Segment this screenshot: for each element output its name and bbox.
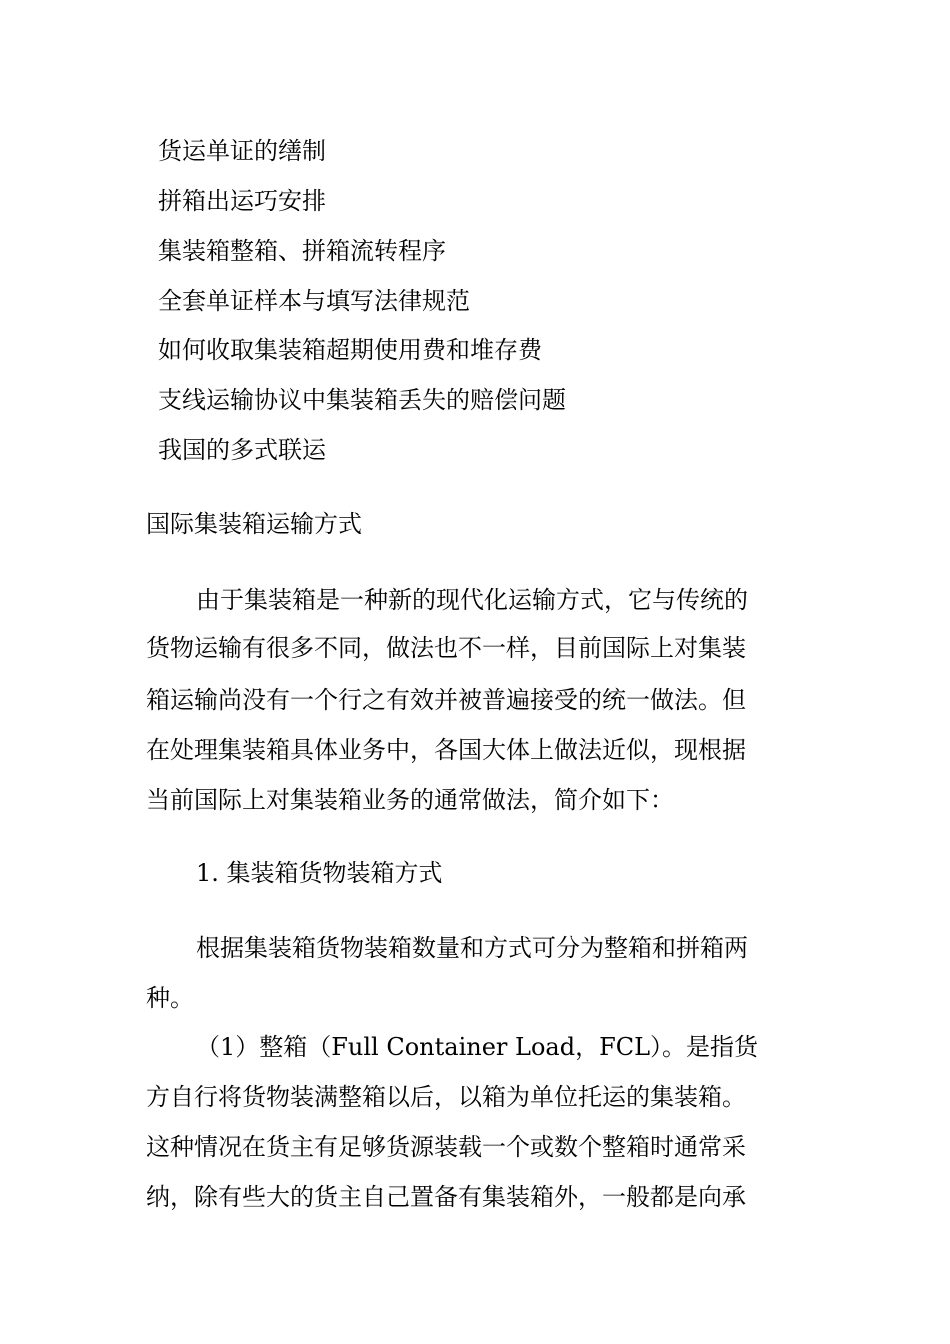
paragraph-line: 种。 <box>146 984 194 1012</box>
paragraph-line: 当前国际上对集装箱业务的通常做法，简介如下： <box>146 786 674 814</box>
topic-item: 支线运输协议中集装箱丢失的赔偿问题 <box>158 386 566 414</box>
paragraph-line: 根据集装箱货物装箱数量和方式可分为整箱和拼箱两 <box>196 934 748 962</box>
paragraph-line: 箱运输尚没有一个行之有效并被普遍接受的统一做法。但 <box>146 686 746 714</box>
topic-item: 如何收取集装箱超期使用费和堆存费 <box>158 336 542 364</box>
paragraph-line: 这种情况在货主有足够货源装载一个或数个整箱时通常采 <box>146 1133 746 1161</box>
paragraph-line: 方自行将货物装满整箱以后，以箱为单位托运的集装箱。 <box>146 1083 746 1111</box>
subsection-title: 1. 集装箱货物装箱方式 <box>196 859 443 887</box>
topic-item: 集装箱整箱、拼箱流转程序 <box>158 237 446 265</box>
paragraph-line: 纳，除有些大的货主自己置备有集装箱外，一般都是向承 <box>146 1183 746 1211</box>
topic-item: 拼箱出运巧安排 <box>158 187 326 215</box>
paragraph-line: 由于集装箱是一种新的现代化运输方式，它与传统的 <box>196 586 748 614</box>
topic-item: 我国的多式联运 <box>158 436 326 464</box>
topic-item: 全套单证样本与填写法律规范 <box>158 287 470 315</box>
topic-item: 货运单证的缮制 <box>158 137 326 165</box>
section-title: 国际集装箱运输方式 <box>146 510 362 538</box>
paragraph-line: 货物运输有很多不同，做法也不一样，目前国际上对集装 <box>146 634 746 662</box>
paragraph-line: （1）整箱（Full Container Load，FCL）。是指货 <box>196 1033 759 1061</box>
paragraph-line: 在处理集装箱具体业务中，各国大体上做法近似，现根据 <box>146 736 746 764</box>
